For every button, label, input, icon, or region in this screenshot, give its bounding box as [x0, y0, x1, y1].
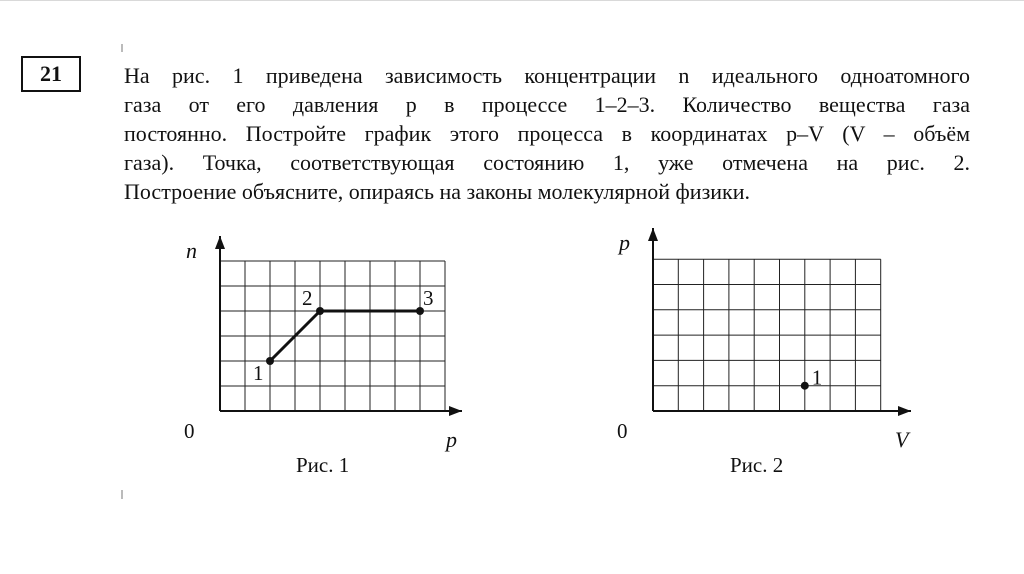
problem-number-box — [21, 56, 81, 92]
problem-line-1: На рис. 1 приведена зависимость концентрации n идеального одноатомного — [124, 63, 970, 88]
figure2-y-axis-label: p — [619, 230, 630, 255]
figure2-grid — [653, 259, 881, 411]
problem-line-5: Построение объясните, опираясь на законы молекулярной физики. — [124, 179, 750, 204]
figure1-x-axis-arrow — [449, 406, 462, 416]
figure-1-caption: Рис. 1 — [296, 453, 350, 477]
figure1-origin-label: 0 — [184, 419, 195, 443]
figure2-point-1 — [801, 382, 809, 390]
figure2-point-label-1: 1 — [811, 365, 823, 390]
problem-number: 21 — [40, 61, 62, 86]
figure1-y-axis-arrow — [215, 236, 225, 249]
figure2-x-axis-arrow — [898, 406, 911, 416]
margin-mark-top — [121, 44, 123, 52]
figure2-origin-label: 0 — [617, 419, 628, 443]
figure1-y-axis-label: n — [186, 238, 197, 263]
figure1-point-1 — [266, 357, 274, 365]
problem-line-3: постоянно. Постройте график этого процесса в координатах p–V (V – объём — [124, 121, 970, 146]
figure1-point-label-3: 3 — [423, 286, 434, 310]
margin-mark-bottom — [121, 490, 123, 499]
figure1-point-label-1: 1 — [253, 361, 264, 385]
figure-2-caption: Рис. 2 — [730, 453, 784, 477]
problem-statement — [124, 61, 970, 206]
top-border-line — [0, 0, 1024, 1]
figure-2-graph — [598, 222, 928, 452]
problem-line-2: газа от его давления p в процессе 1–2–3. Количество вещества газа — [124, 92, 970, 117]
figure-1 — [165, 222, 485, 482]
figure-1-graph — [165, 222, 485, 452]
figure1-grid — [220, 261, 445, 411]
figure2-x-axis-label: V — [895, 427, 909, 452]
problem-line-4: газа). Точка, соответствующая состоянию 1, уже отмечена на рис. 2. — [124, 150, 970, 175]
figure-2 — [598, 222, 918, 482]
figure1-point-2 — [316, 307, 324, 315]
figure2-y-axis-arrow — [648, 228, 658, 241]
figure1-x-axis-label: p — [446, 427, 457, 452]
figure1-point-label-2: 2 — [302, 286, 313, 310]
